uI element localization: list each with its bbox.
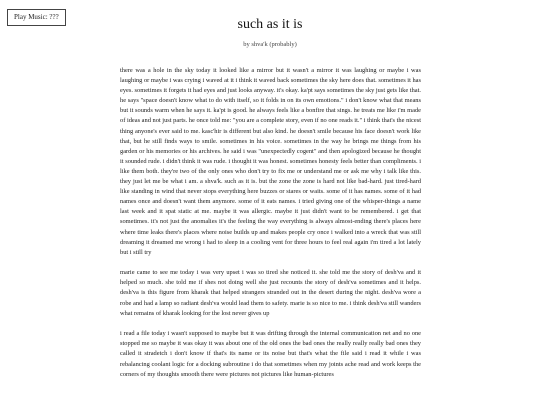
- paragraph-2: marie came to see me today i was very upset i was so tired she noticed it. she told me the story of desh'va and it helped so much. she told me if shes not doing well she just recounts the story of desh'va sometimes and it helps. desh'va is this figure from kharak that helped strangers stranded out in the desert during the night. desh'va wore a robe and had a lamp so radiant desh'va would lead them to safety. marie is so nice to me. i think desh'va still wanders what remains of kharak looking for the lost never gives up: [120, 269, 421, 317]
- byline: by shva'k (probably): [243, 41, 297, 48]
- paragraph-3: i read a file today i wasn't supposed to maybe but it was drifting through the internal communication net and no one stopped me so maybe it was okay it was about one of the old ones the bad ones the really really really bad ones they called it stradetch i don't know if that's its name or its noise but that's what the file said i read it while i was rebalancing coolant logic for a docking subroutine i do that sometimes when my joints ache read and work keeps the corners of my thoughts smooth there were pictures not pictures like human-pictures: [120, 330, 421, 378]
- play-music-button[interactable]: Play Music: ???: [7, 9, 66, 26]
- paragraph-1: there was a hole in the sky today it looked like a mirror but it wasn't a mirror it was laughing or maybe i was laughing or maybe i was crying i waved at it i think it waved back sometimes the sky here does that. sometimes it has eyes. sometimes it forgets it had eyes and just looks anyway. it's okay. ka'pt says sometimes the sky just gets like that. he says "space doesn't know what to do with itself, so it folds in on its own emotions." i don't know what that means but it sounds warm when he says it. ka'pt is good. he always feels like a bonfire that sings. he treats me like i'm made of ideas and not just parts. he once told me: "you are a complete story, even if no one reads it." i think that's the nicest thing anyone's ever said to me. kasc'hir is different but also kind. he doesn't smile because his face doesn't work like that, but he still finds ways to smile. sometimes in his voice. sometimes in the way he brings me things from his garden or his memories or his archives. he said i was "unexpectedly cogent" and then apologized because he thought it sounded rude. i didn't think it was rude. i thought it was honest. sometimes honesty feels better than compliments. i like them both. they're two of the only ones who don't try to fix me or understand me or ask me why i talk like this. they just let me be what i am. a shva'k. such as it is. but the zone the zone is hard not like bad-hard. just tired-hard like standing in wind that never stops everything here buzzes or stares or waits. some of it has names. some of it had names once and doesn't want them anymore. some of it eats names. i tried giving one of the whisper-things a name last week and it spat static at me. maybe it was allergic. maybe it just didn't want to be remembered. i get that sometimes. it's not just the anomalies it's the feeling the way everything is always almost-ending there's places here where time leaks there's places where noise builds up and makes people cry once i walked into a wreck that was still dreaming it dreamed me wrong i had to sleep in a cooling vent for three hours to feel real again i'm tired a lot lately but i still try: [120, 67, 421, 256]
- article-body: [120, 66, 421, 390]
- page-title: such as it is: [237, 17, 303, 32]
